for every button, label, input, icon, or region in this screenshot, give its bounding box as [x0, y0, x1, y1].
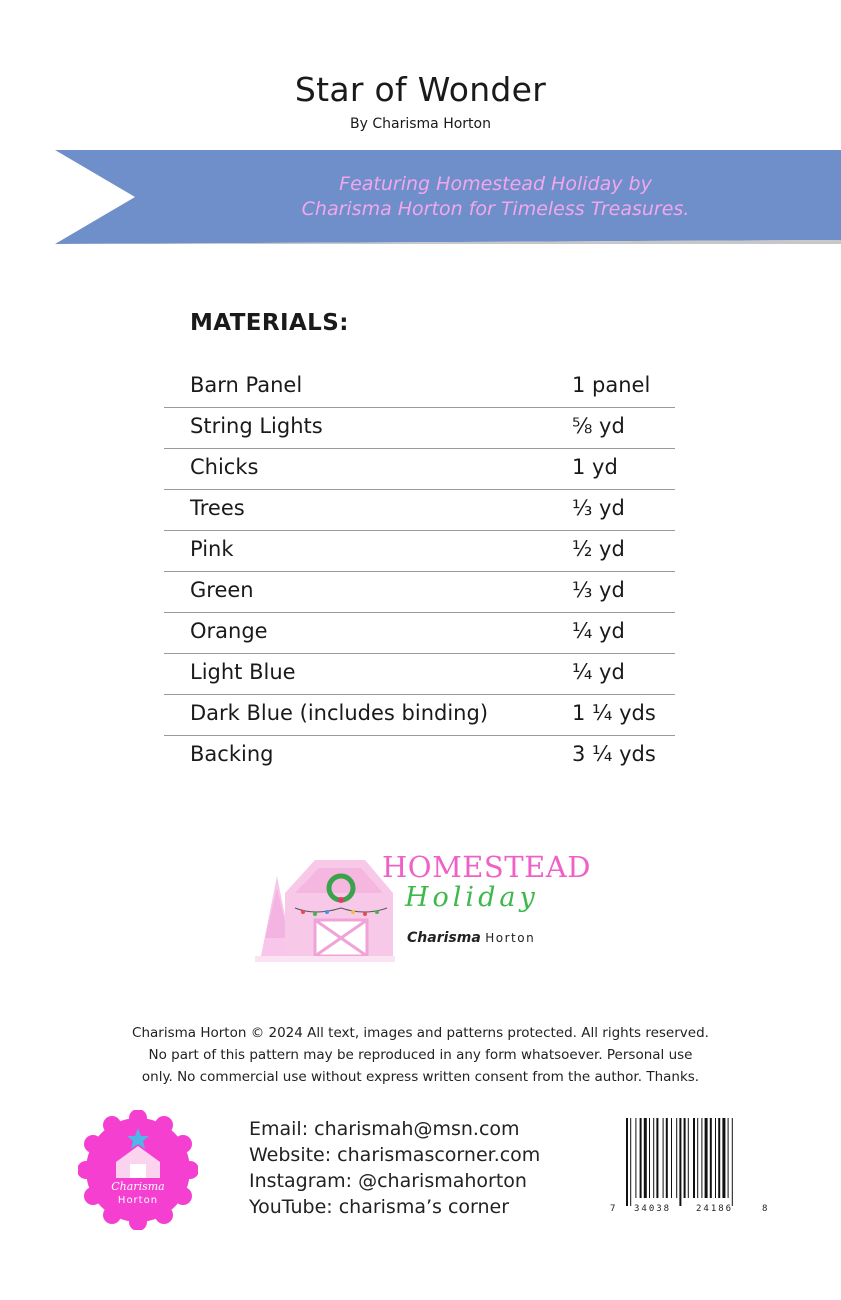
material-item: Barn Panel [190, 373, 303, 397]
badge-name: Charisma [111, 1180, 165, 1193]
barcode-bar [653, 1118, 654, 1198]
material-qty: ¼ yd [572, 619, 625, 643]
barcode-digit-left: 7 [610, 1204, 616, 1214]
barcode-bar [722, 1118, 725, 1198]
table-row [164, 654, 675, 695]
barcode-bar [644, 1118, 647, 1198]
banner-line-2: Charisma Horton for Timeless Treasures. [301, 198, 690, 220]
barcode-bar [688, 1118, 689, 1198]
copyright-line-2: No part of this pattern may be reproduced in any form whatsoever. Personal use [148, 1047, 693, 1063]
material-item: Dark Blue (includes binding) [190, 701, 489, 725]
contact-website: Website: charismascorner.com [249, 1144, 541, 1166]
barcode-bar [693, 1118, 695, 1198]
page-title: Star of Wonder [294, 70, 547, 109]
logo-subtitle: Holiday [405, 882, 539, 913]
badge-sub: Horton [117, 1195, 159, 1206]
barcode-bar [649, 1118, 650, 1198]
copyright-line-3: only. No commercial use without express written consent from the author. Thanks. [141, 1069, 700, 1085]
contact-email: Email: charismah@msn.com [249, 1118, 520, 1140]
byline: By Charisma Horton [350, 116, 491, 132]
barcode-bar [715, 1118, 716, 1198]
copyright-notice [0, 1022, 841, 1088]
barcode-group-1: 34038 [634, 1204, 672, 1214]
material-item: Orange [190, 619, 268, 643]
barcode-icon [612, 1118, 772, 1218]
barcode-bar [697, 1118, 698, 1198]
barn-illustration-icon [255, 838, 395, 968]
homestead-holiday-logo [255, 838, 590, 968]
banner-line-1: Featuring Homestead Holiday by [339, 173, 652, 195]
barcode-bar [663, 1118, 664, 1198]
material-qty: ⅓ yd [572, 496, 625, 520]
barcode-bar [732, 1118, 733, 1206]
barcode-bar [679, 1118, 681, 1206]
material-item: Pink [190, 537, 234, 561]
barcode-bar [676, 1118, 677, 1198]
table-row [164, 449, 675, 490]
barcode-digit-right: 8 [762, 1204, 768, 1214]
contact-instagram: Instagram: @charismahorton [249, 1170, 527, 1192]
material-item: Backing [190, 742, 274, 766]
barcode-bar [656, 1118, 658, 1198]
barcode-bar [705, 1118, 708, 1198]
barcode-bar [635, 1118, 636, 1198]
featuring-banner [55, 150, 841, 244]
table-row [164, 490, 675, 531]
barcode-bar [684, 1118, 686, 1198]
barcode-bar [666, 1118, 668, 1198]
logo-author-first: Charisma [407, 930, 481, 946]
material-item: Light Blue [190, 660, 296, 684]
material-item: Green [190, 578, 254, 602]
contact-info [249, 1116, 540, 1220]
material-qty: 1 yd [572, 455, 618, 479]
table-row [164, 613, 675, 654]
barcode-bar [640, 1118, 642, 1198]
contact-youtube: YouTube: charisma’s corner [249, 1196, 510, 1218]
barcode-bar [630, 1118, 631, 1206]
barcode-bar [710, 1118, 712, 1198]
table-row [164, 695, 675, 736]
material-qty: ½ yd [572, 537, 625, 561]
material-qty: 1 panel [572, 373, 651, 397]
barcode-group-2: 24186 [696, 1204, 734, 1214]
materials-table [164, 367, 675, 776]
copyright-line-1: Charisma Horton © 2024 All text, images and patterns protected. All rights reserved. [132, 1025, 709, 1041]
material-qty: ⅓ yd [572, 578, 625, 602]
barcode-bar [718, 1118, 720, 1198]
material-qty: 1 ¼ yds [572, 701, 656, 725]
material-item: String Lights [190, 414, 323, 438]
charisma-badge-logo [78, 1110, 198, 1230]
logo-title: HOMESTEAD [382, 850, 592, 884]
barcode-bar [626, 1118, 628, 1206]
barcode-bar [671, 1118, 672, 1198]
material-item: Chicks [190, 455, 259, 479]
table-row [164, 408, 675, 449]
material-qty: ⅝ yd [572, 414, 625, 438]
scalloped-badge-icon [78, 1110, 198, 1230]
barcode-bar [728, 1118, 729, 1198]
logo-author [407, 930, 535, 946]
table-row [164, 736, 675, 776]
table-row [164, 367, 675, 408]
table-row [164, 531, 675, 572]
barcode-bar [701, 1118, 702, 1198]
material-qty: 3 ¼ yds [572, 742, 656, 766]
materials-heading: MATERIALS: [190, 310, 349, 336]
material-qty: ¼ yd [572, 660, 625, 684]
table-row [164, 572, 675, 613]
logo-author-last: Horton [485, 931, 536, 945]
material-item: Trees [190, 496, 245, 520]
